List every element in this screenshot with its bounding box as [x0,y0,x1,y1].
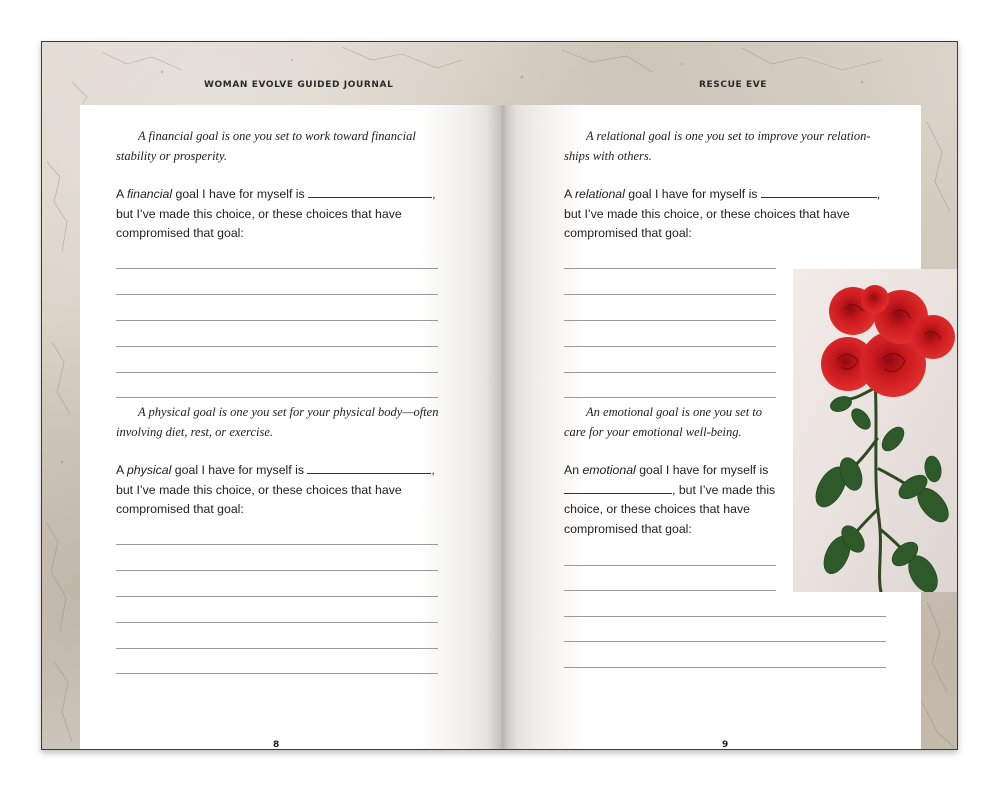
writing-line[interactable] [116,346,438,347]
writing-line[interactable] [564,268,776,269]
writing-line[interactable] [564,616,886,617]
writing-line[interactable] [116,544,438,545]
writing-line[interactable] [116,648,438,649]
writing-line[interactable] [564,641,886,642]
relational-goal-prompt: A relational goal I have for myself is , but I’ve made this choice, or these choices that have compromised that goal: [564,187,881,240]
book-gutter-shadow [487,105,517,750]
writing-line[interactable] [564,397,776,398]
emotional-goal-definition: An emotional goal is one you set to care for your emotional well-being. [564,405,763,439]
running-head-right: RESCUE EVE [699,80,768,90]
writing-line[interactable] [564,565,776,566]
writing-line[interactable] [564,346,776,347]
relational-goal-definition: A relational goal is one you set to improve your relation-ships with others. [564,129,871,163]
writing-line[interactable] [116,320,438,321]
running-head-left: WOMAN EVOLVE GUIDED JOURNAL [204,80,394,90]
writing-line[interactable] [116,268,438,269]
writing-line[interactable] [116,570,438,571]
writing-line[interactable] [116,397,438,398]
writing-line[interactable] [564,372,776,373]
writing-line[interactable] [116,294,438,295]
writing-line[interactable] [116,673,438,674]
writing-line[interactable] [564,294,776,295]
page-number-right: 9 [722,740,729,750]
open-book-spread [41,41,958,750]
writing-line[interactable] [116,596,438,597]
page-number-left: 8 [273,740,280,750]
financial-goal-blank[interactable] [308,185,432,198]
writing-line[interactable] [116,372,438,373]
physical-goal-definition: A physical goal is one you set for your physical body—often involving diet, rest, or exercise. [116,405,439,439]
red-roses-photo [793,269,958,592]
writing-line[interactable] [564,590,776,591]
emotional-goal-prompt: An emotional goal I have for myself is , but I’ve made this choice, or these choices that have compromised that goal: [564,463,776,536]
writing-line[interactable] [116,622,438,623]
physical-goal-prompt: A physical goal I have for myself is , but I’ve made this choice, or these choices that have compromised that goal: [116,463,435,516]
relational-goal-blank[interactable] [761,185,877,198]
writing-line[interactable] [564,667,886,668]
financial-goal-prompt: A financial goal I have for myself is , but I’ve made this choice, or these choices that have compromised that goal: [116,187,436,240]
physical-goal-blank[interactable] [307,461,431,474]
financial-goal-definition: A financial goal is one you set to work toward financial stability or prosperity. [116,129,416,163]
emotional-goal-blank[interactable] [564,481,672,494]
writing-line[interactable] [564,320,776,321]
